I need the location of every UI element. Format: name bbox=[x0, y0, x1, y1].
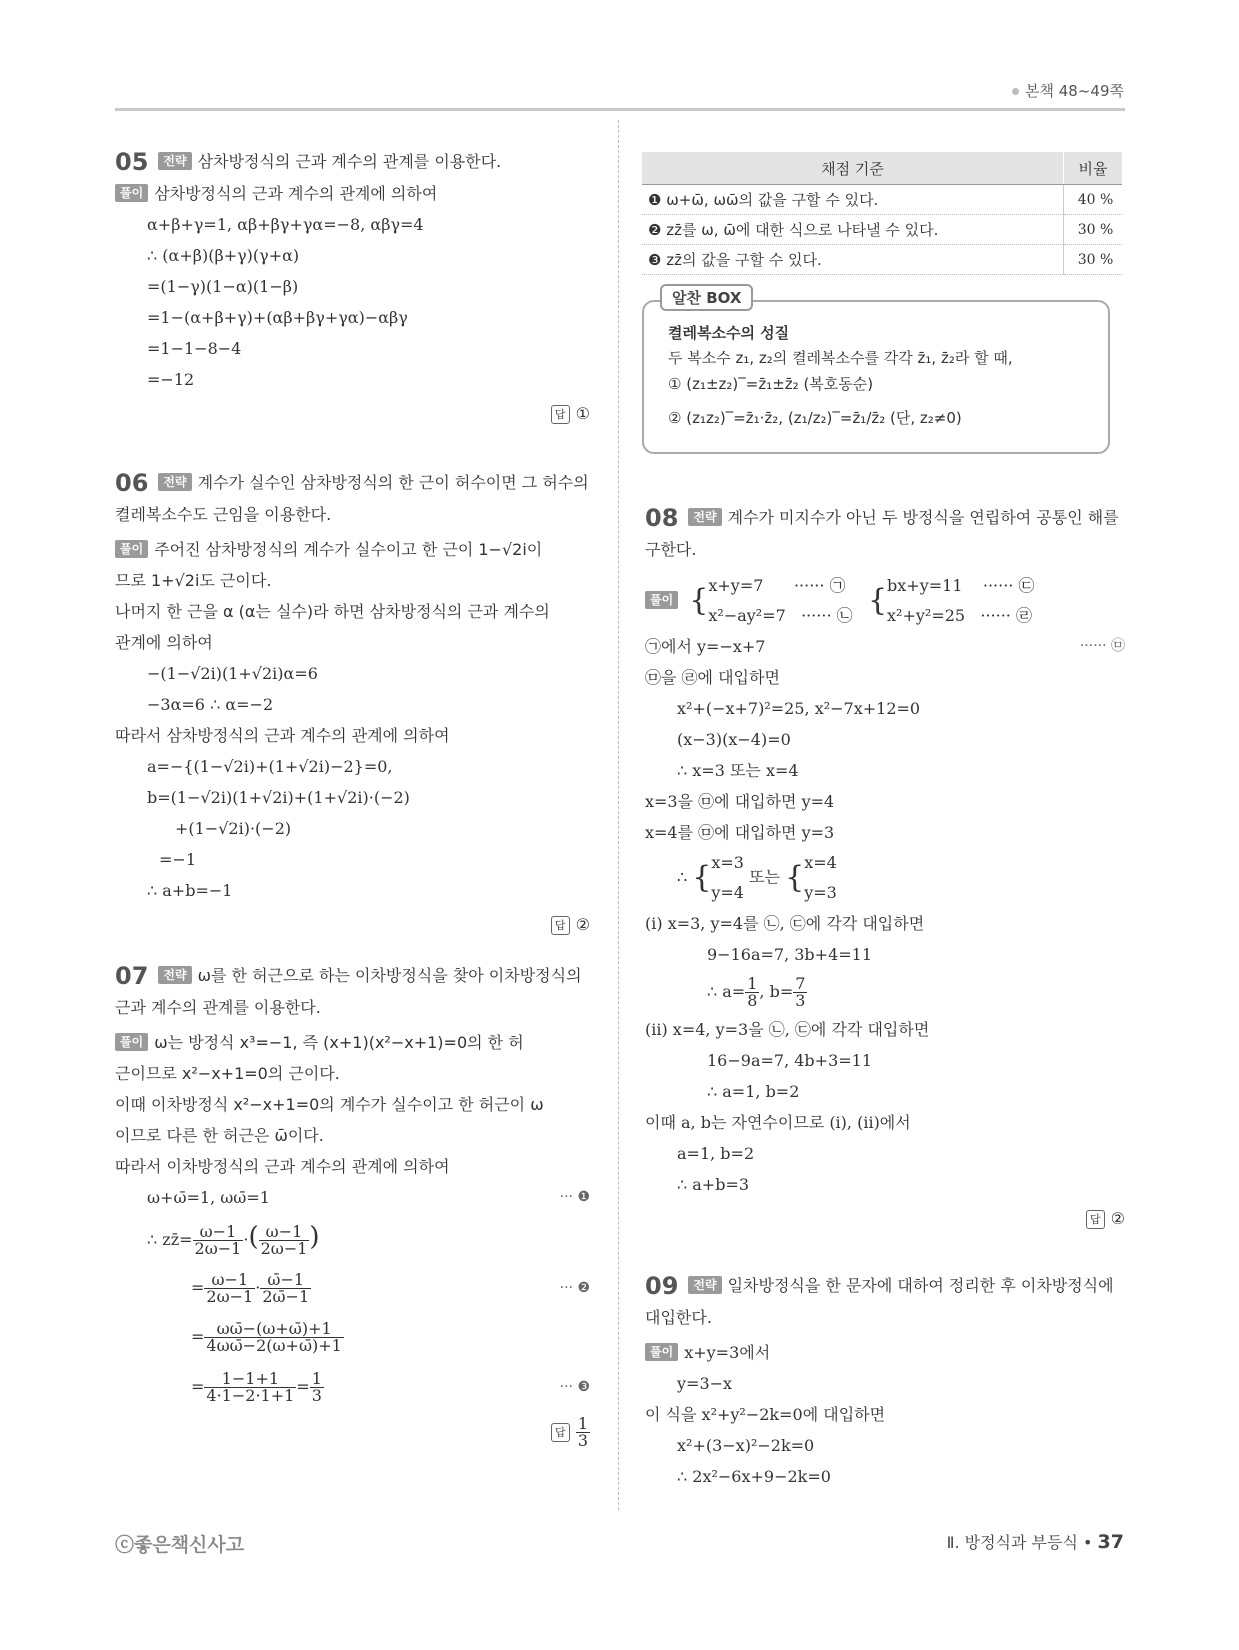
answer: 답 ② bbox=[115, 910, 590, 940]
table-row: ❸ zz̄의 값을 구할 수 있다. 30 % bbox=[642, 245, 1122, 275]
math-line: =1−1−8−4 bbox=[147, 339, 242, 358]
publisher-logo: ⓒ좋은책신사고 bbox=[115, 1534, 245, 1556]
scoring-table: 채점 기준 비율 ❶ ω+ω̄, ωω̄의 값을 구할 수 있다. 40 % ❷ zz̄를 ω, ω̄에 대한 식으로 나타낼 수 있다. 30 % ❸ zz̄의 값을 구할 수 있다. 30 % bbox=[642, 152, 1122, 275]
math-line: =−12 bbox=[147, 370, 195, 389]
page-reference: 본책 48~49쪽 bbox=[1012, 80, 1124, 101]
table-row: ❷ zz̄를 ω, ω̄에 대한 식으로 나타낼 수 있다. 30 % bbox=[642, 215, 1122, 245]
page-number: 37 bbox=[1097, 1531, 1124, 1553]
tip-box-label: 알찬 BOX bbox=[660, 284, 753, 311]
tip-box-title: 켤레복소수의 성질 bbox=[668, 324, 790, 342]
answer: 답 ① bbox=[115, 399, 590, 429]
table-row: ❶ ω+ω̄, ωω̄의 값을 구할 수 있다. 40 % bbox=[642, 185, 1122, 215]
problem-09: 09 전략 일차방정식을 한 문자에 대하여 정리한 후 이차방정식에 대입한다. 풀이 x+y=3에서 y=3−x 이 식을 x²+y²−2k=0에 대입하면 x²+(3−x)²−2k=0 ∴ 2x²−6x+9−2k=0 bbox=[645, 1272, 1114, 1486]
page-footer: Ⅱ. 방정식과 부등식 • 37 bbox=[946, 1531, 1124, 1553]
problem-07: 07 전략 ω를 한 허근으로 하는 이차방정식을 찾아 이차방정식의 근과 계수의 관계를 이용한다. 풀이 ω는 방정식 x³=−1, 즉 (x+1)(x²−x+1)=0의 한 허 근이므로 x²−x+1=0의 근이다. 이때 이차방정식 x²−x+1=0의 계수가 실수이고 한 허근이 ω 이므로 다른 한 허근은 ω̄이다. 따라서 이차방정식의 근과 계수의 관계에 의하여 ω+ω̄=1, ωω̄=1 ··· ❶ ∴ zz̄= $\frac{\omega-1}{2\omega-1}$ ·( $\frac{\omega-1}{2\omega-1}$ ) = $\frac{\omega-1}{2\omega-1}$ · $\frac{\omegā-1}{2\omegā-1}$ ··· ❷ = $\frac{\omega\omegā-(\omega+\omegā)+1}{4\omega\omegā-2(\omega+\omegā)+1}$ = $\frac{1-1+1}{4\cdot 1-2\cdot 1+1}$ = $\frac{1}{3}$ ··· ❸ 답 $\frac{1}{3}$ bbox=[115, 962, 590, 1450]
column-divider bbox=[618, 120, 619, 1510]
math-line: α+β+γ=1, αβ+βγ+γα=−8, αβγ=4 bbox=[147, 215, 424, 234]
answer: 답 $\frac{1}{3}$ bbox=[115, 1416, 590, 1449]
math-line: =(1−γ)(1−α)(1−β) bbox=[147, 277, 299, 296]
math-line: ∴ (α+β)(β+γ)(γ+α) bbox=[147, 246, 300, 265]
answer: 답 ② bbox=[645, 1204, 1125, 1234]
problem-06: 06 전략 계수가 실수인 삼차방정식의 한 근이 허수이면 그 허수의 켤레복소수도 근임을 이용한다. 풀이 주어진 삼차방정식의 계수가 실수이고 한 근이 1−√2i이 므로 1+√2i도 근이다. 나머지 한 근을 α (α는 실수)라 하면 삼차방정식의 근과 계수의 관계에 의하여 −(1−√2i)(1+√2i)α=6 −3α=6 ∴ α=−2 따라서 삼차방정식의 근과 계수의 관계에 의하여 a=−{(1−√2i)+(1+√2i)−2}=0, b=(1−√2i)(1+√2i)+(1+√2i)·(−2) +(1−√2i)·(−2) =−1 ∴ a+b=−1 답 ② bbox=[115, 467, 590, 940]
problem-05: 05 전략 삼차방정식의 근과 계수의 관계를 이용한다. 풀이 삼차방정식의 근과 계수의 관계에 의하여 α+β+γ=1, αβ+βγ+γα=−8, αβγ=4 ∴ (α+β)(β+γ)(γ+α) =(1−γ)(1−α)(1−β) =1−(α+β+γ)+(αβ+βγ+γα)−αβγ =1−1−8−4 =−12 답 ① bbox=[115, 146, 590, 429]
solution-tag: 풀이 bbox=[115, 184, 148, 202]
top-rule bbox=[115, 108, 1125, 111]
problem-08: 08 전략 계수가 미지수가 아닌 두 방정식을 연립하여 공통인 해를 구한다. 풀이 { x+y=7 ······ ㉠ x²−ay²=7 ······ ㉡ { bx+y=11 ······ ㉢ x²+y²=25 ······ ㉣ ㉠에서 y=−x+7 ······ ㉤ ㉤을 ㉣에 대입하면 x²+(−x+7)²=25, x²−7x+12=0 (x−3)(x−4)=0 ∴ x=3 또는 x=4 x=3을 ㉤에 대입하면 y=4 x=4를 ㉤에 대입하면 y=3 ∴ { x=3 y=4 또는 { x=4 y=3 (i) x=3, y=4를 ㉡, ㉢에 각각 대입하면 9−16a=7, 3b+4=11 ∴ a= $\frac{1}{8}$ , b= $\frac{7}{3}$ (ii) x=4, y=3을 ㉡, ㉢에 각각 대입하면 16−9a=7, 4b+3=11 ∴ a=1, b=2 이때 a, b는 자연수이므로 (i), (ii)에서 a=1, b=2 ∴ a+b=3 답 ② bbox=[645, 502, 1125, 1234]
math-line: =1−(α+β+γ)+(αβ+βγ+γα)−αβγ bbox=[147, 308, 408, 327]
problem-number: 05 bbox=[115, 148, 149, 176]
strategy-tag: 전략 bbox=[158, 152, 191, 170]
strategy-text: 삼차방정식의 근과 계수의 관계를 이용한다. bbox=[197, 152, 502, 171]
